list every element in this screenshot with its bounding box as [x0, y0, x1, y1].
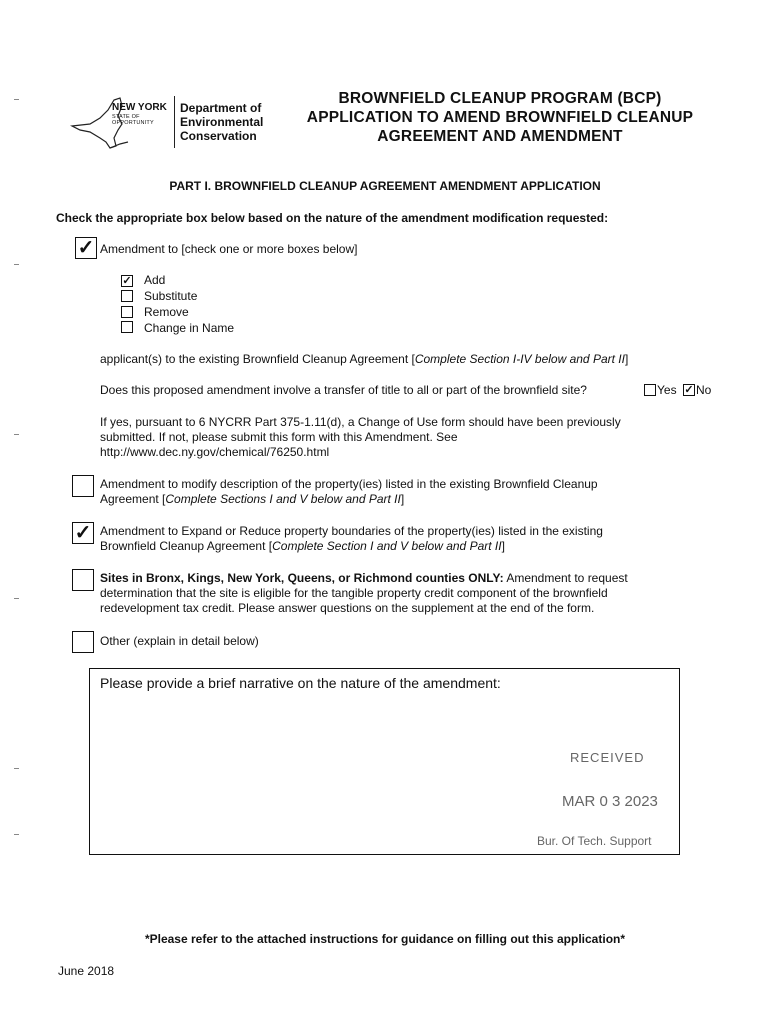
margin-tick [14, 264, 19, 265]
expand-checkbox[interactable]: ✓ [72, 522, 94, 544]
other-label: Other (explain in detail below) [100, 634, 259, 648]
margin-tick [14, 768, 19, 769]
margin-tick [14, 598, 19, 599]
transfer-yes-checkbox[interactable] [644, 384, 656, 396]
logo-state-text: STATE OF OPPORTUNITY [112, 114, 154, 126]
expand-text: Amendment to Expand or Reduce property boundaries of the property(ies) listed in the existing Brownfield Cleanup Agreement [Complete Section I and V below and Part II] [100, 524, 603, 553]
logo-divider [174, 96, 175, 148]
substitute-label: Substitute [144, 289, 198, 303]
margin-tick [14, 99, 19, 100]
margin-tick [14, 434, 19, 435]
transfer-yes-label: Yes [657, 383, 677, 397]
instruction-text: Check the appropriate box below based on the nature of the amendment modification requested: [56, 211, 609, 225]
amendment-checkbox[interactable]: ✓ [75, 237, 97, 259]
change-of-use-link[interactable]: http://www.dec.ny.gov/chemical/76250.html [100, 445, 330, 459]
document-title: BROWNFIELD CLEANUP PROGRAM (BCP) APPLICATION TO AMEND BROWNFIELD CLEANUP AGREEMENT AND AMENDMENT [306, 90, 694, 145]
stamp-date: MAR 0 3 2023 [562, 793, 658, 810]
sites-checkbox[interactable] [72, 569, 94, 591]
if-yes-text: If yes, pursuant to 6 NYCRR Part 375-1.11(d), a Change of Use form should have been previously submitted. If not, please submit this form with this Amendment. See http://www.dec.ny.gov/chemical/76250.html [100, 415, 621, 459]
change-name-checkbox[interactable] [121, 321, 133, 333]
transfer-no-label: No [696, 383, 712, 397]
remove-checkbox[interactable] [121, 306, 133, 318]
other-checkbox[interactable] [72, 631, 94, 653]
modify-checkbox[interactable] [72, 475, 94, 497]
logo-new-york: NEW YORK [112, 102, 167, 113]
narrative-label: Please provide a brief narrative on the nature of the amendment: [100, 675, 501, 691]
remove-label: Remove [144, 305, 189, 319]
add-checkbox[interactable]: ✓ [122, 275, 132, 287]
sites-text: Sites in Bronx, Kings, New York, Queens, or Richmond counties ONLY: Amendment to request determination that the site is eligible for the tangible property credit component of the brownfield redevelopment tax credit. Please answer questions on the supplement at the end of the form. [100, 571, 628, 615]
add-label: Add [144, 273, 166, 287]
amendment-label: Amendment to [check one or more boxes below] [100, 242, 358, 256]
change-name-label: Change in Name [144, 321, 235, 335]
margin-tick [14, 834, 19, 835]
transfer-question: Does this proposed amendment involve a transfer of title to all or part of the brownfield site? [100, 383, 587, 397]
stamp-office: Bur. Of Tech. Support [537, 834, 652, 848]
stamp-received: RECEIVED [570, 750, 645, 765]
part-heading: PART I. BROWNFIELD CLEANUP AGREEMENT AMENDMENT APPLICATION [169, 179, 601, 193]
transfer-no-checkbox[interactable]: ✓ [684, 384, 694, 396]
applicant-text: applicant(s) to the existing Brownfield Cleanup Agreement [Complete Section I-IV below and Part II] [100, 352, 629, 366]
modify-text: Amendment to modify description of the property(ies) listed in the existing Brownfield Cleanup Agreement [Complete Sections I and V below and Part II] [100, 477, 598, 506]
substitute-checkbox[interactable] [121, 290, 133, 302]
footer-note: *Please refer to the attached instructions for guidance on filling out this application* [144, 932, 626, 946]
revision-date: June 2018 [58, 964, 115, 978]
logo-department: Department of Environmental Conservation [180, 101, 264, 143]
